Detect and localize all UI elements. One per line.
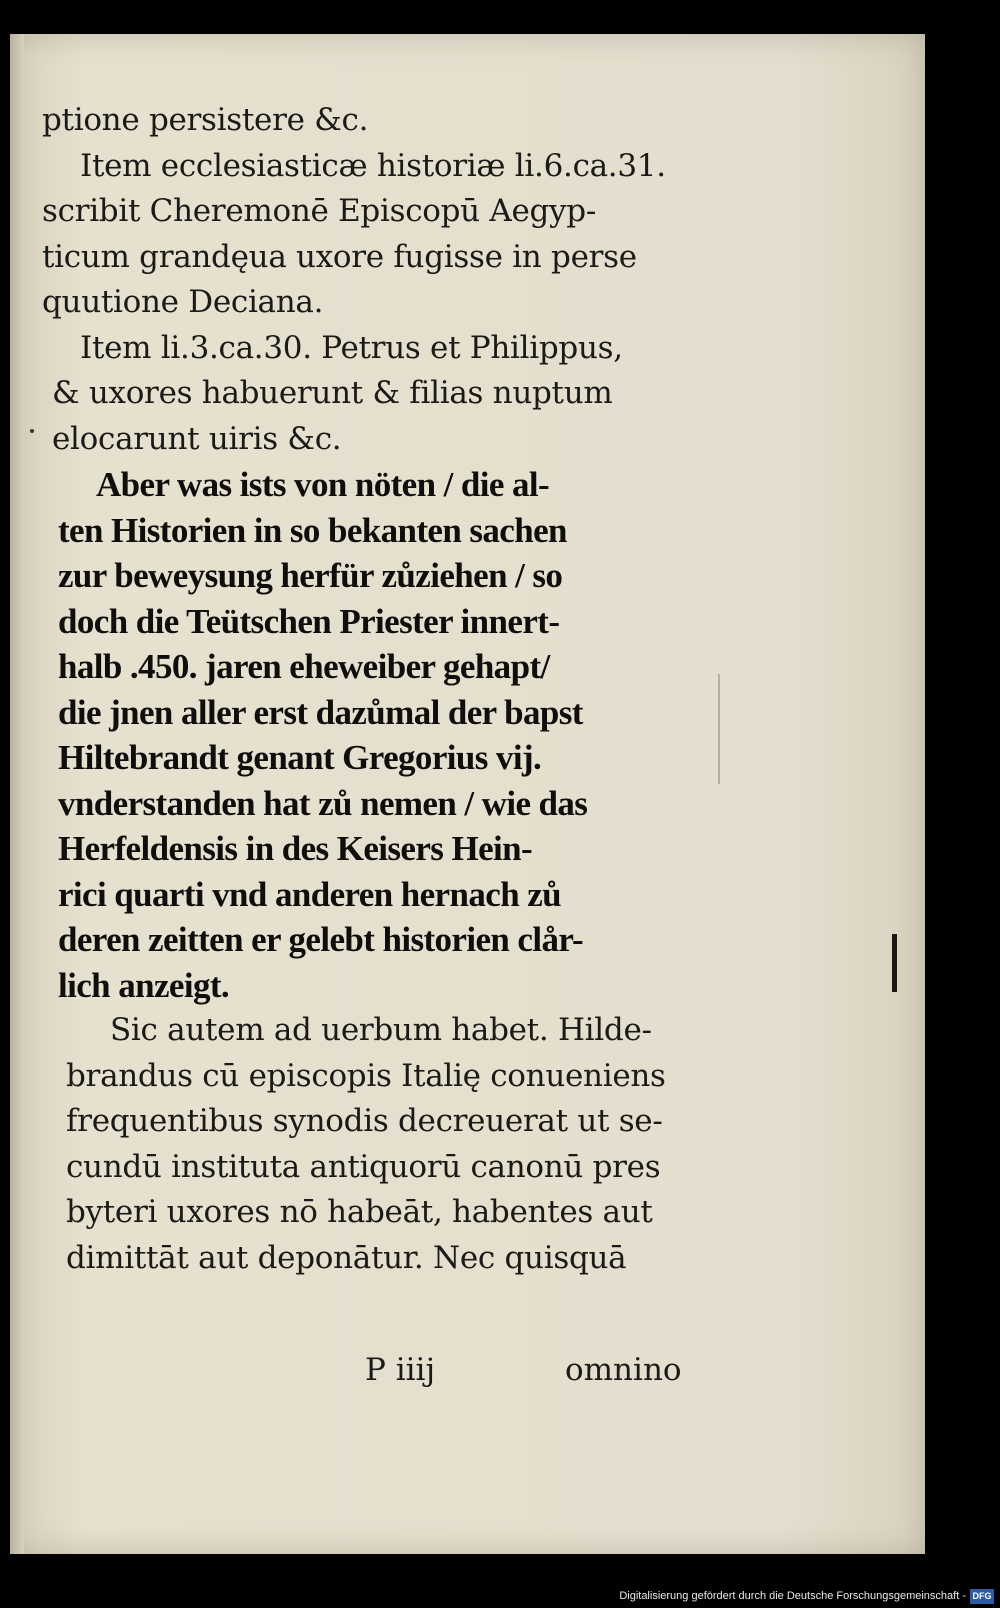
text-line: brandus cū episcopis Italię conueniens [66, 1057, 666, 1094]
text-line: quutione Deciana. [42, 284, 324, 320]
digitization-credit: Digitalisierung gefördert durch die Deutsche Forschungsgemeinschaft - [619, 1590, 966, 1602]
text-line: ticum grandęua uxore fugisse in perse [42, 238, 637, 275]
show-through-mark [718, 674, 720, 784]
page-footer [10, 1352, 710, 1398]
edge-mark [892, 934, 897, 992]
blackletter-line: rici quarti vnd anderen hernach zů [58, 874, 562, 914]
text-line: Sic autem ad uerbum habet. Hilde- [110, 1012, 652, 1048]
blackletter-line: doch die Teütschen Priester innert- [58, 601, 560, 641]
blackletter-line: lich anzeigt. [58, 965, 230, 1005]
text-line: cundū instituta antiquorū canonū pres [66, 1148, 661, 1185]
text-line: scribit Cheremonē Episcopū Aegyp- [42, 193, 596, 229]
book-page [10, 34, 925, 1554]
signature-mark: P iiij [365, 1352, 436, 1388]
blackletter-line: deren zeitten er gelebt historien clår- [58, 920, 584, 959]
text-line: Item ecclesiasticæ historiæ li.6.ca.31. [80, 147, 666, 184]
text-line: byteri uxores nō habeāt, habentes aut [66, 1194, 653, 1230]
blackletter-line: zur beweysung herfür zůziehen / so [58, 556, 563, 595]
blackletter-line: Hiltebrandt genant Gregorius vij. [58, 738, 542, 777]
dfg-logo: DFG [970, 1589, 994, 1604]
blackletter-line: Aber was ists von nöten / die al- [96, 465, 550, 504]
page-gutter [10, 34, 24, 1554]
text-line: elocarunt uiris &c. [52, 420, 342, 457]
text-line: Item li.3.ca.30. Petrus et Philippus, [80, 329, 623, 366]
blackletter-line: vnderstanden hat zů nemen / wie das [58, 783, 588, 823]
blackletter-line: ten Historien in so bekanten sachen [58, 510, 567, 550]
blackletter-line: die jnen aller erst dazůmal der bapst [58, 692, 583, 732]
catchword: omnino [565, 1352, 682, 1388]
ink-speck [30, 429, 34, 433]
text-line: dimittāt aut deponātur. Nec quisquā [66, 1239, 627, 1276]
page-text [42, 98, 702, 1281]
blackletter-line: Herfeldensis in des Keisers Hein- [58, 829, 533, 868]
text-line: & uxores habuerunt & filias nuptum [52, 375, 613, 411]
blackletter-line: halb .450. jaren eheweiber gehapt/ [58, 647, 550, 686]
text-line: ptione persistere &c. [42, 102, 369, 138]
text-line: frequentibus synodis decreuerat ut se- [66, 1103, 663, 1139]
